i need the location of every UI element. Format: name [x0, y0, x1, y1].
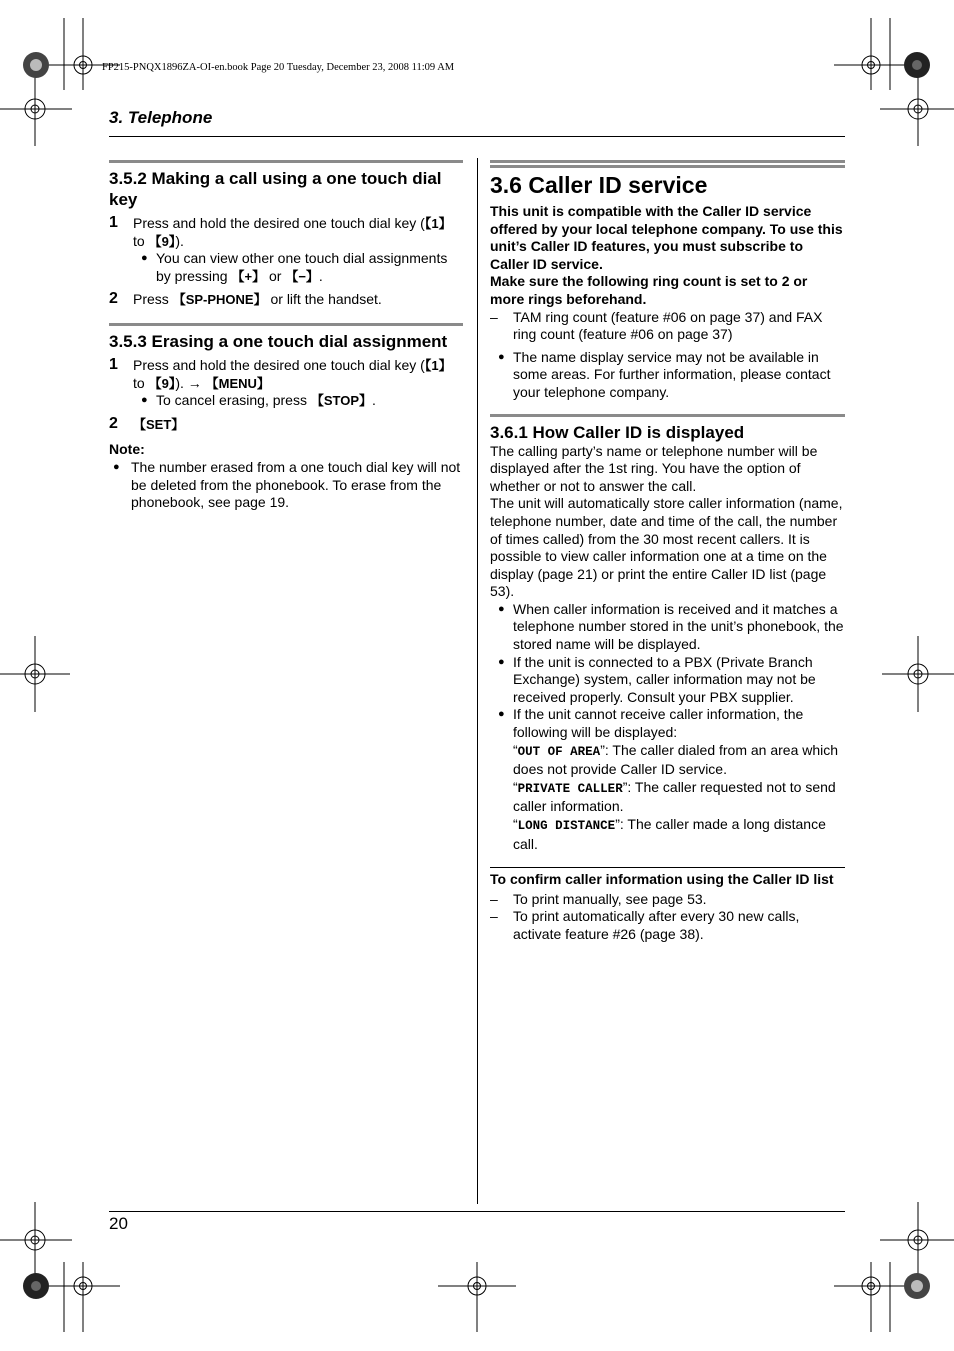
- display-message: “OUT OF AREA”: The caller dialed from an area which does not provide Caller ID service.: [513, 741, 839, 778]
- chapter-bar: [490, 160, 845, 168]
- section-title: 3.6.1 How Caller ID is displayed: [490, 422, 745, 442]
- key-plus: 【+】: [231, 268, 266, 284]
- dash-item: – To print manually, see page 53.: [490, 890, 707, 907]
- column-divider: [477, 158, 478, 1204]
- key-minus: 【−】: [285, 268, 319, 284]
- key-stop: 【STOP】: [310, 393, 373, 409]
- chapter-title: 3.6 Caller ID service: [490, 172, 708, 198]
- step-item: 2 Press 【SP-PHONE】 or lift the handset.: [109, 290, 382, 308]
- note-bullet: ● The number erased from a one touch dial key will not be deleted from the phonebook. To erase from the phonebook, see page 19.: [113, 458, 461, 511]
- right-column: [490, 160, 845, 944]
- note-label: Note:: [109, 441, 145, 458]
- bullet-item: ● You can view other one touch dial assignments by pressing 【+】 or 【−】.: [141, 250, 448, 284]
- paragraph: The calling party’s name or telephone number will be displayed after the 1st ring. You have the option of whether or not to answer the call.: [490, 442, 818, 494]
- section-header: 3. Telephone: [109, 108, 213, 127]
- header-rule: [109, 136, 845, 137]
- print-info-line: FP215-PNQX1896ZA-OI-en.book Page 20 Tuesday, December 23, 2008 11:09 AM: [102, 62, 455, 73]
- step-number: 1: [109, 355, 118, 373]
- bullet-item: ● If the unit cannot receive caller information, the following will be displayed:: [498, 706, 804, 741]
- subsection-title: To confirm caller information using the Caller ID list: [490, 871, 834, 888]
- dash-item: – TAM ring count (feature #06 on page 37) and FAX ring count (feature #06 on page 37): [490, 308, 823, 343]
- key-1: 【1】: [424, 357, 452, 373]
- key-set: 【SET】: [133, 416, 185, 432]
- dash-item: – To print automatically after every 30 new calls, activate feature #26 (page 38).: [490, 908, 800, 942]
- display-message: “LONG DISTANCE”: The caller made a long distance call.: [513, 816, 826, 852]
- display-message: “PRIVATE CALLER”: The caller requested not to send caller information.: [513, 778, 836, 815]
- key-9: 【9】: [148, 233, 176, 249]
- step-number: 1: [109, 214, 118, 231]
- bullet-item: ● To cancel erasing, press 【STOP】.: [141, 392, 376, 409]
- intro-text: This unit is compatible with the Caller ID service offered by your local telephone company. To use this unit’s Caller ID features, you must subscribe to Caller ID service.: [490, 203, 843, 272]
- step-number: 2: [109, 290, 118, 308]
- footer-rule: [109, 1211, 845, 1212]
- step-item: 1 Press and hold the desired one touch dial key (【1】 to 【9】). → 【MENU】: [109, 355, 452, 391]
- section-title: 3.5.3 Erasing a one touch dial assignment: [109, 331, 448, 351]
- paragraph: The unit will automatically store caller information (name, telephone number, date and time of the call, the number of times called) from the 30 most recent callers. It is possible to view caller information one at a time on the display (page 21) or print the entire Caller ID list (page 53).: [490, 495, 843, 600]
- key-menu: 【MENU】: [205, 375, 270, 391]
- bullet-item: ● The name display service may not be available in some areas. For further information, please contact your telephone company.: [498, 348, 831, 400]
- bullet-item: ● When caller information is received and it matches a telephone number stored in the unit’s phonebook, the stored name will be displayed.: [498, 600, 844, 653]
- step-item: 1 Press and hold the desired one touch dial key (【1】 to 【9】).: [109, 214, 452, 249]
- intro-text: Make sure the following ring count is set to 2 or more rings beforehand.: [490, 273, 808, 307]
- key-9: 【9】: [148, 375, 176, 391]
- arrow-icon: →: [187, 374, 202, 391]
- step-number: 2: [109, 414, 118, 432]
- page-number: 20: [109, 1214, 128, 1233]
- left-column: [109, 160, 463, 512]
- key-1: 【1】: [424, 216, 452, 231]
- key-sp-phone: 【SP-PHONE】: [172, 292, 267, 308]
- section-title: 3.5.2 Making a call using a one touch dial key: [109, 169, 442, 209]
- step-item: [109, 416, 463, 434]
- bullet-item: ● If the unit is connected to a PBX (Private Branch Exchange) system, caller information may not be received properly. Consult your PBX supplier.: [498, 653, 816, 705]
